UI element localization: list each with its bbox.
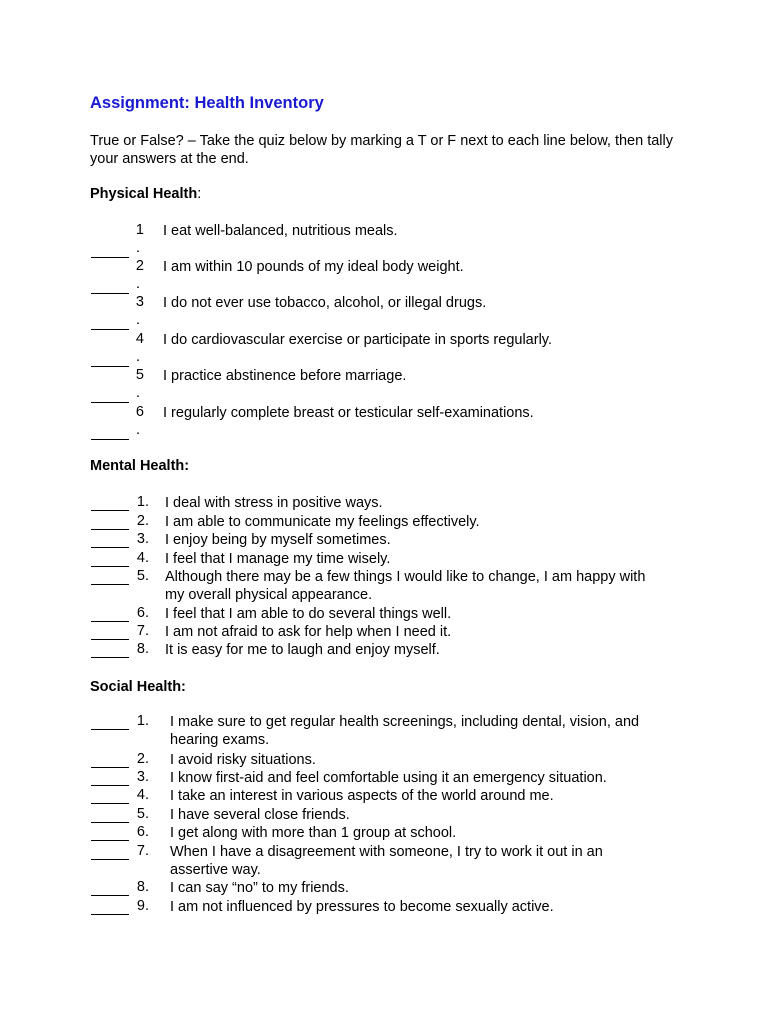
list-item-text: I regularly complete breast or testicular self-examinations.	[163, 405, 534, 421]
list-item-text: I take an interest in various aspects of the world around me.	[170, 788, 554, 804]
list-item-number: 1	[135, 222, 144, 238]
answer-blank[interactable]	[91, 257, 129, 258]
list-item-number: 6	[135, 404, 144, 420]
list-item-number: 4.	[136, 550, 149, 566]
list-item-period: .	[136, 385, 141, 401]
list-item-number: 9.	[136, 898, 149, 914]
assignment-title: Assignment: Health Inventory	[90, 94, 324, 112]
list-item-text: I enjoy being by myself sometimes.	[165, 532, 391, 548]
list-item-text-continued: hearing exams.	[170, 732, 270, 748]
list-item-number: 2.	[136, 751, 149, 767]
answer-blank[interactable]	[91, 895, 129, 896]
list-item-text: I get along with more than 1 group at school.	[170, 825, 457, 841]
list-item-period: .	[136, 422, 141, 438]
list-item-period: .	[136, 349, 141, 365]
answer-blank[interactable]	[91, 329, 129, 330]
list-item-number: 5	[135, 367, 144, 383]
list-item-period: .	[136, 240, 141, 256]
answer-blank[interactable]	[91, 529, 129, 530]
list-item-number: 6.	[136, 824, 149, 840]
answer-blank[interactable]	[91, 767, 129, 768]
list-item-text: It is easy for me to laugh and enjoy myself.	[165, 642, 440, 658]
list-item-text: I am within 10 pounds of my ideal body weight.	[163, 259, 464, 275]
assignment-intro: True or False? – Take the quiz below by marking a T or F next to each line below, then tally your answers at the end.	[90, 133, 674, 167]
list-item-number: 4.	[136, 787, 149, 803]
answer-blank[interactable]	[91, 584, 129, 585]
list-item-text: I have several close friends.	[170, 807, 350, 823]
list-item-text-continued: my overall physical appearance.	[165, 587, 373, 603]
list-item-number: 4	[135, 331, 144, 347]
list-item-text: I deal with stress in positive ways.	[165, 495, 383, 511]
answer-blank[interactable]	[91, 785, 129, 786]
answer-blank[interactable]	[91, 510, 129, 511]
list-item-text: Although there may be a few things I would like to change, I am happy with	[165, 569, 646, 585]
list-item-number: 7.	[136, 623, 149, 639]
answer-blank[interactable]	[91, 803, 129, 804]
list-item-text-continued: assertive way.	[170, 862, 261, 878]
list-item-number: 1.	[136, 494, 149, 510]
list-item-text: I am not afraid to ask for help when I need it.	[165, 624, 452, 640]
list-item-number: 8.	[136, 879, 149, 895]
answer-blank[interactable]	[91, 439, 129, 440]
list-item-period: .	[136, 312, 141, 328]
list-item-number: 3	[135, 294, 144, 310]
list-item-text: When I have a disagreement with someone, I try to work it out in an	[170, 844, 603, 860]
list-item-text: I know first-aid and feel comfortable using it an emergency situation.	[170, 770, 607, 786]
answer-blank[interactable]	[91, 729, 129, 730]
list-item-number: 3.	[136, 769, 149, 785]
list-item-text: I eat well-balanced, nutritious meals.	[163, 223, 398, 239]
list-item-text: I do not ever use tobacco, alcohol, or illegal drugs.	[163, 295, 487, 311]
answer-blank[interactable]	[91, 914, 129, 915]
list-item-text: I feel that I manage my time wisely.	[165, 551, 391, 567]
list-item-number: 5.	[136, 568, 149, 584]
list-item-text: I practice abstinence before marriage.	[163, 368, 407, 384]
list-item-period: .	[136, 276, 141, 292]
list-item-number: 2.	[136, 513, 149, 529]
answer-blank[interactable]	[91, 402, 129, 403]
list-item-text: I am not influenced by pressures to become sexually active.	[170, 899, 554, 915]
list-item-number: 2	[135, 258, 144, 274]
list-item-number: 7.	[136, 843, 149, 859]
answer-blank[interactable]	[91, 822, 129, 823]
social-health-heading: Social Health:	[90, 679, 186, 695]
answer-blank[interactable]	[91, 657, 129, 658]
list-item-text: I feel that I am able to do several things well.	[165, 606, 452, 622]
list-item-text: I can say “no” to my friends.	[170, 880, 349, 896]
answer-blank[interactable]	[91, 639, 129, 640]
list-item-text: I avoid risky situations.	[170, 752, 316, 768]
list-item-number: 8.	[136, 641, 149, 657]
answer-blank[interactable]	[91, 366, 129, 367]
physical-health-heading	[90, 186, 201, 202]
answer-blank[interactable]	[91, 859, 129, 860]
answer-blank[interactable]	[91, 621, 129, 622]
list-item-number: 1.	[136, 713, 149, 729]
answer-blank[interactable]	[91, 840, 129, 841]
physical-health-heading-text: Physical Health	[90, 186, 198, 202]
list-item-number: 3.	[136, 531, 149, 547]
answer-blank[interactable]	[91, 547, 129, 548]
physical-health-heading-colon: :	[197, 186, 202, 202]
list-item-number: 5.	[136, 806, 149, 822]
list-item-number: 6.	[136, 605, 149, 621]
mental-health-heading: Mental Health:	[90, 458, 190, 474]
list-item-text: I make sure to get regular health screenings, including dental, vision, and	[170, 714, 640, 730]
answer-blank[interactable]	[91, 566, 129, 567]
list-item-text: I am able to communicate my feelings effectively.	[165, 514, 480, 530]
list-item-text: I do cardiovascular exercise or participate in sports regularly.	[163, 332, 552, 348]
answer-blank[interactable]	[91, 293, 129, 294]
